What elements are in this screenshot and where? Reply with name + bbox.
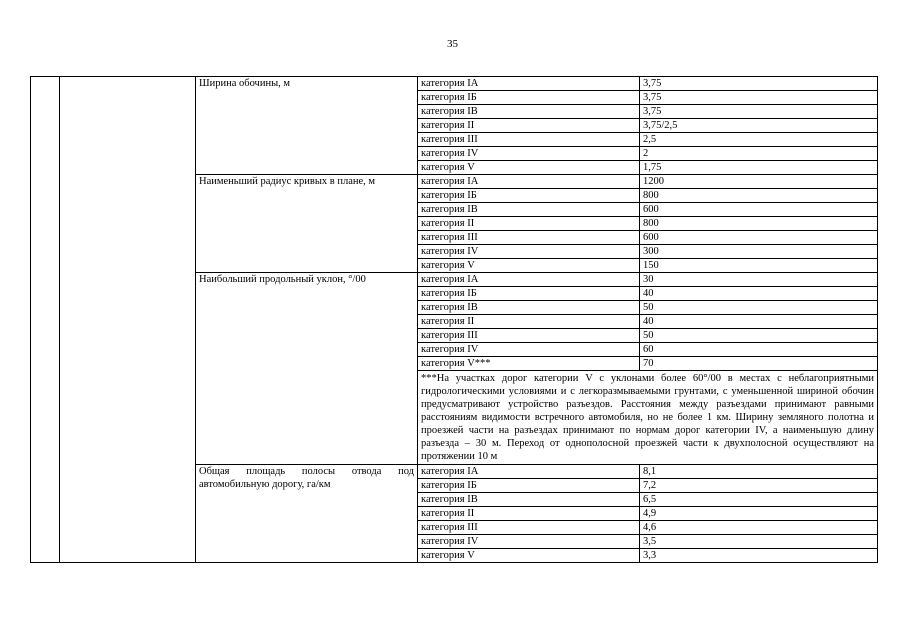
value-cell: 800 (640, 217, 878, 231)
category-cell: категория IА (418, 273, 640, 287)
category-cell: категория IВ (418, 493, 640, 507)
category-cell: категория III (418, 231, 640, 245)
category-cell: категория V (418, 161, 640, 175)
value-cell: 3,75 (640, 77, 878, 91)
value-cell: 3,75/2,5 (640, 119, 878, 133)
category-cell: категория IV (418, 147, 640, 161)
value-cell: 30 (640, 273, 878, 287)
value-cell: 150 (640, 259, 878, 273)
category-cell: категория IА (418, 77, 640, 91)
category-cell: категория II (418, 119, 640, 133)
value-cell: 3,3 (640, 549, 878, 563)
category-cell: категория IБ (418, 479, 640, 493)
category-cell: категория II (418, 315, 640, 329)
category-cell: категория IV (418, 245, 640, 259)
value-cell: 40 (640, 315, 878, 329)
category-cell: категория IБ (418, 189, 640, 203)
value-cell: 1200 (640, 175, 878, 189)
category-cell: категория IВ (418, 301, 640, 315)
value-cell: 50 (640, 301, 878, 315)
value-cell: 70 (640, 357, 878, 371)
category-cell: категория IА (418, 175, 640, 189)
category-cell: категория IV (418, 535, 640, 549)
value-cell: 2 (640, 147, 878, 161)
empty-cell-col1 (31, 77, 60, 563)
category-cell: категория II (418, 507, 640, 521)
value-cell: 300 (640, 245, 878, 259)
category-cell: категория IV (418, 343, 640, 357)
parameter-cell: Ширина обочины, м (196, 77, 418, 175)
parameter-cell: Наименьший радиус кривых в плане, м (196, 175, 418, 273)
value-cell: 8,1 (640, 465, 878, 479)
parameter-cell: Общая площадь полосы отвода под автомобильную дорогу, га/км (196, 465, 418, 563)
value-cell: 800 (640, 189, 878, 203)
category-cell: категория IВ (418, 203, 640, 217)
category-cell: категория III (418, 329, 640, 343)
value-cell: 3,75 (640, 91, 878, 105)
road-parameters-table (30, 76, 878, 563)
value-cell: 50 (640, 329, 878, 343)
category-cell: категория V (418, 259, 640, 273)
value-cell: 7,2 (640, 479, 878, 493)
category-cell: категория III (418, 521, 640, 535)
category-cell: категория V*** (418, 357, 640, 371)
value-cell: 4,6 (640, 521, 878, 535)
value-cell: 60 (640, 343, 878, 357)
category-cell: категория V (418, 549, 640, 563)
table-row (31, 77, 878, 91)
category-cell: категория II (418, 217, 640, 231)
empty-cell-col2 (60, 77, 196, 563)
footnote-text: ***На участках дорог категории V с уклонами более 60°/00 в местах с неблагоприятными гидрологическими условиями и с легкоразмываемыми грунтами, с уменьшенной шириной обочин предусматривают устройство разъездов. Расстояния между разъездами принимают равными расстояниям видимости встречного автомобиля, но не более 1 км. Ширину земляного полотна и проезжей части на разъездах принимают по нормам дорог категории IV, а наименьшую длину разъезда – 30 м. Переход от однополосной проезжей части к двухполосной осуществляют на протяжении 10 м (418, 371, 878, 465)
category-cell: категория IВ (418, 105, 640, 119)
value-cell: 4,9 (640, 507, 878, 521)
value-cell: 3,5 (640, 535, 878, 549)
value-cell: 600 (640, 203, 878, 217)
value-cell: 40 (640, 287, 878, 301)
value-cell: 1,75 (640, 161, 878, 175)
category-cell: категория IБ (418, 287, 640, 301)
parameter-cell: Наибольший продольный уклон, °/00 (196, 273, 418, 465)
value-cell: 2,5 (640, 133, 878, 147)
category-cell: категория III (418, 133, 640, 147)
page-number: 35 (447, 38, 458, 50)
value-cell: 3,75 (640, 105, 878, 119)
category-cell: категория IБ (418, 91, 640, 105)
category-cell: категория IА (418, 465, 640, 479)
value-cell: 600 (640, 231, 878, 245)
value-cell: 6,5 (640, 493, 878, 507)
